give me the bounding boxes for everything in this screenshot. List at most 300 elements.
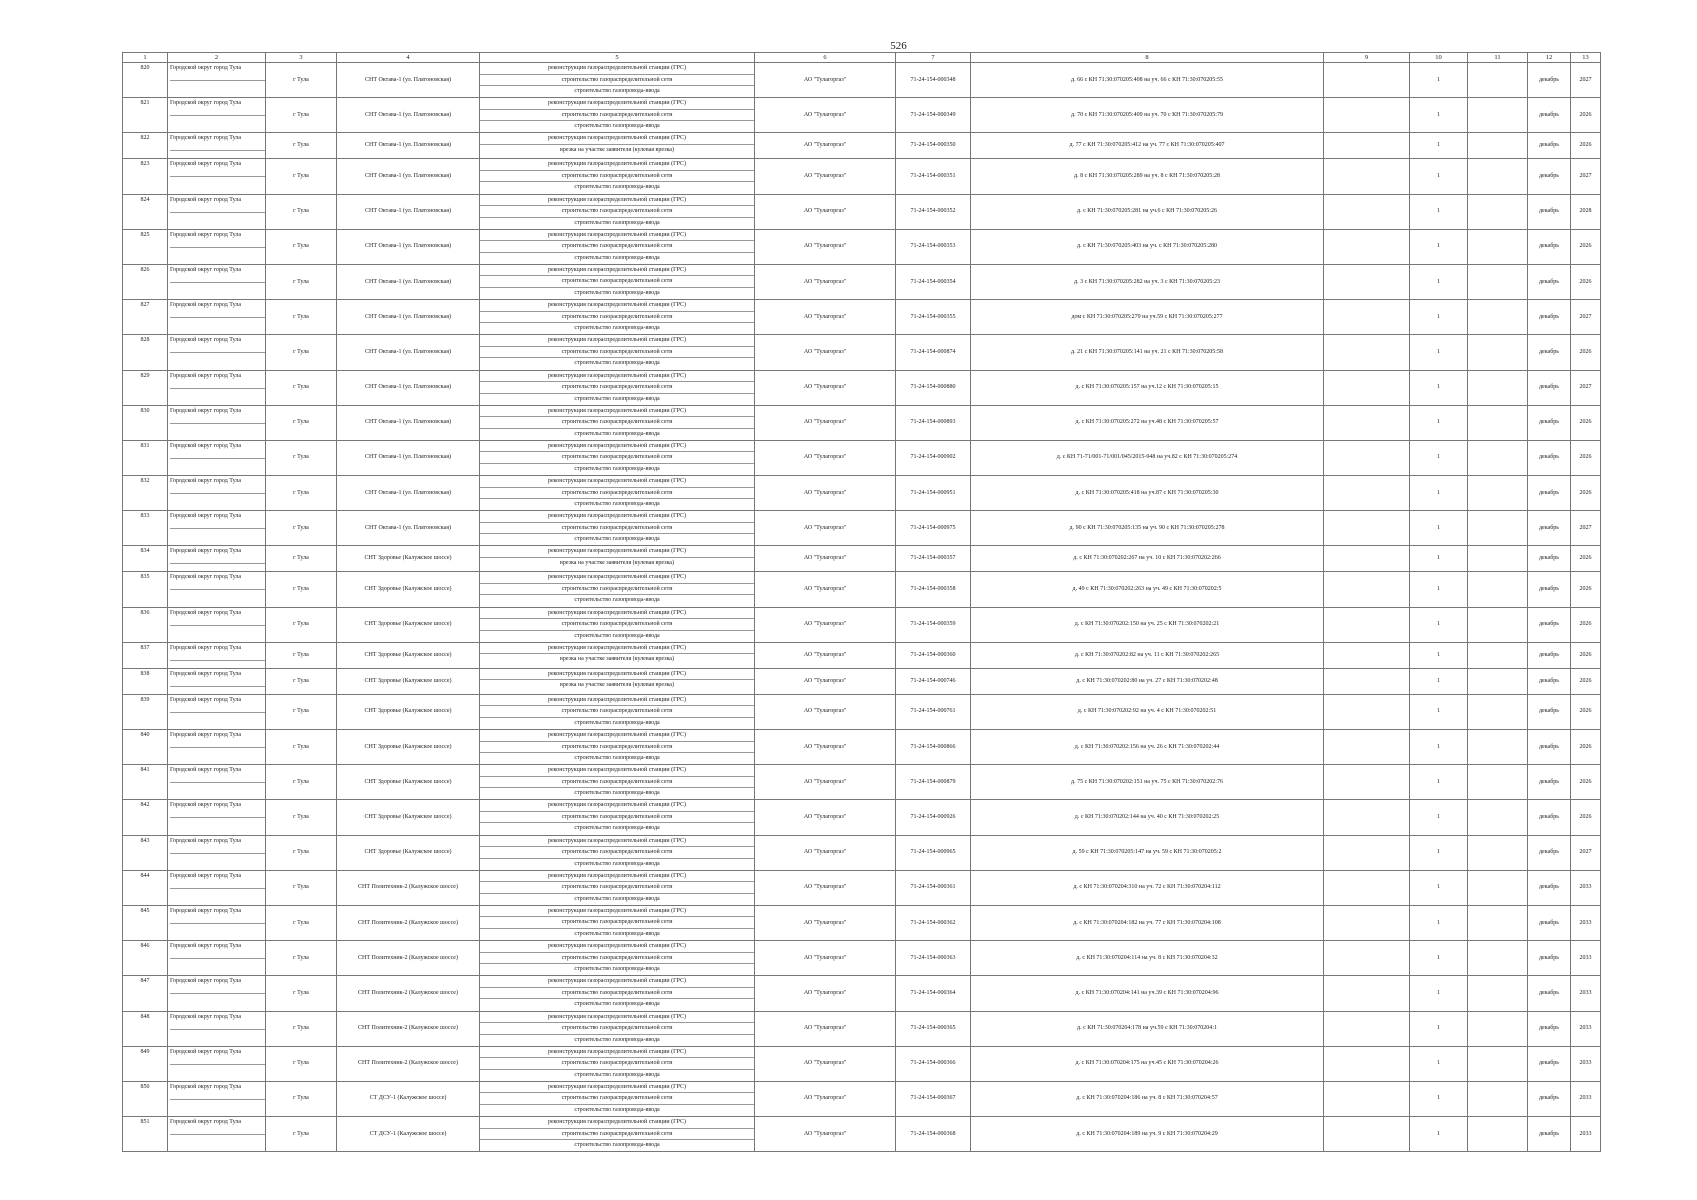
row-number: 831 <box>123 440 168 475</box>
work-item: строительство газопровода-ввода <box>574 88 660 94</box>
count-cell: 1 <box>1410 870 1468 905</box>
work-item: реконструкция газораспределительной станции (ГРС) <box>480 1047 754 1059</box>
table-row <box>123 1081 1601 1116</box>
empty-cell-9 <box>1324 1081 1410 1116</box>
application-code-cell: 71-24-154-000363 <box>896 941 971 976</box>
count-cell: 1 <box>1410 63 1468 98</box>
column-number-header: 13 <box>1571 53 1601 63</box>
count-cell: 1 <box>1410 98 1468 133</box>
works-cell <box>480 800 755 835</box>
empty-cell-11 <box>1468 264 1528 299</box>
year-cell: 2033 <box>1571 905 1601 940</box>
city-cell: г Тула <box>266 194 337 229</box>
municipality-cell <box>168 229 266 264</box>
address-cell: д. с КН 71-71/001-71/001/045/2015-948 на уч.82 с КН 71:30:070205:274 <box>971 440 1324 475</box>
works-cell <box>480 607 755 642</box>
table-row <box>123 572 1601 607</box>
municipality-name: Городской округ город Тула <box>170 406 265 424</box>
count-cell: 1 <box>1410 335 1468 370</box>
empty-cell-11 <box>1468 976 1528 1011</box>
work-item: строительство газопровода-ввода <box>574 254 660 261</box>
municipality-name: Городской округ город Тула <box>170 511 265 529</box>
city-cell: г Тула <box>266 572 337 607</box>
empty-cell-11 <box>1468 572 1528 607</box>
work-item: строительство газораспределительной сети <box>480 953 754 965</box>
empty-cell-9 <box>1324 511 1410 546</box>
month-cell: декабрь <box>1528 133 1571 159</box>
application-code-cell: 71-24-154-000348 <box>896 63 971 98</box>
year-cell: 2026 <box>1571 476 1601 511</box>
table-row <box>123 476 1601 511</box>
organization-cell: АО "Тулагоргаз" <box>755 1117 896 1152</box>
organization-cell: АО "Тулагоргаз" <box>755 941 896 976</box>
empty-cell-11 <box>1468 870 1528 905</box>
work-item: строительство газораспределительной сети <box>480 347 754 359</box>
city-cell: г Тула <box>266 159 337 194</box>
table-row <box>123 765 1601 800</box>
application-code-cell: 71-24-154-000349 <box>896 98 971 133</box>
municipality-cell <box>168 870 266 905</box>
empty-cell-9 <box>1324 572 1410 607</box>
empty-cell-11 <box>1468 440 1528 475</box>
year-cell: 2026 <box>1571 98 1601 133</box>
address-cell: д. с КН 71:30:070202:156 на уч. 26 с КН 71:30:070202:44 <box>971 730 1324 765</box>
row-number: 842 <box>123 800 168 835</box>
city-cell: г Тула <box>266 229 337 264</box>
work-item: строительство газораспределительной сети <box>480 312 754 324</box>
count-cell: 1 <box>1410 765 1468 800</box>
municipality-name: Городской округ город Тула <box>170 159 265 177</box>
empty-cell-11 <box>1468 476 1528 511</box>
application-code-cell: 71-24-154-000351 <box>896 159 971 194</box>
month-cell: декабрь <box>1528 1046 1571 1081</box>
empty-cell-11 <box>1468 730 1528 765</box>
table-row <box>123 976 1601 1011</box>
empty-cell-9 <box>1324 1117 1410 1152</box>
application-code-cell: 71-24-154-000926 <box>896 800 971 835</box>
work-item: строительство газопровода-ввода <box>574 719 660 726</box>
work-item: строительство газораспределительной сети <box>480 382 754 394</box>
application-code-cell: 71-24-154-000965 <box>896 835 971 870</box>
month-cell: декабрь <box>1528 572 1571 607</box>
settlement-cell: СНТ Здоровье (Калужское шоссе) <box>337 800 480 835</box>
table-row <box>123 300 1601 335</box>
row-number: 836 <box>123 607 168 642</box>
address-cell: д. 66 с КН 71:30:070205:408 на уч. 66 с КН 71:30:070205:55 <box>971 63 1324 98</box>
work-item: строительство газораспределительной сети <box>480 1093 754 1105</box>
work-item: строительство газопровода-ввода <box>574 536 660 543</box>
work-item: реконструкция газораспределительной станции (ГРС) <box>480 1012 754 1024</box>
table-row <box>123 941 1601 976</box>
city-cell: г Тула <box>266 264 337 299</box>
table-row <box>123 511 1601 546</box>
year-cell: 2033 <box>1571 1081 1601 1116</box>
work-item: строительство газопровода-ввода <box>574 1106 660 1113</box>
municipality-name: Городской округ город Тула <box>170 976 265 994</box>
settlement-cell: СНТ Октава-1 (ул. Платоновская) <box>337 335 480 370</box>
city-cell: г Тула <box>266 694 337 729</box>
application-code-cell: 71-24-154-000746 <box>896 668 971 694</box>
organization-cell: АО "Тулагоргаз" <box>755 511 896 546</box>
month-cell: декабрь <box>1528 1081 1571 1116</box>
work-item: строительство газопровода-ввода <box>574 465 660 472</box>
organization-cell: АО "Тулагоргаз" <box>755 1011 896 1046</box>
work-item: строительство газопровода-ввода <box>574 1142 660 1149</box>
municipality-name: Городской округ город Тула <box>170 98 265 116</box>
works-cell <box>480 941 755 976</box>
address-cell: д. с КН 71:30:070204:186 на уч. 8 с КН 71:30:070204:57 <box>971 1081 1324 1116</box>
work-item: строительство газораспределительной сети <box>480 206 754 218</box>
city-cell: г Тула <box>266 905 337 940</box>
city-cell: г Тула <box>266 335 337 370</box>
settlement-cell: СНТ Октава-1 (ул. Платоновская) <box>337 159 480 194</box>
application-code-cell: 71-24-154-000367 <box>896 1081 971 1116</box>
work-item: строительство газораспределительной сети <box>480 75 754 87</box>
empty-cell-9 <box>1324 98 1410 133</box>
empty-cell-11 <box>1468 941 1528 976</box>
empty-cell-9 <box>1324 941 1410 976</box>
count-cell: 1 <box>1410 572 1468 607</box>
empty-cell-9 <box>1324 133 1410 159</box>
year-cell: 2026 <box>1571 668 1601 694</box>
table-row <box>123 730 1601 765</box>
month-cell: декабрь <box>1528 668 1571 694</box>
work-item: строительство газопровода-ввода <box>574 966 660 973</box>
works-cell <box>480 335 755 370</box>
settlement-cell: СНТ Октава-1 (ул. Платоновская) <box>337 300 480 335</box>
count-cell: 1 <box>1410 1011 1468 1046</box>
settlement-cell: СНТ Политехник-2 (Калужское шоссе) <box>337 976 480 1011</box>
count-cell: 1 <box>1410 1117 1468 1152</box>
application-code-cell: 71-24-154-000365 <box>896 1011 971 1046</box>
municipality-name: Городской округ город Тула <box>170 335 265 353</box>
works-cell <box>480 730 755 765</box>
row-number: 829 <box>123 370 168 405</box>
application-code-cell: 71-24-154-000879 <box>896 765 971 800</box>
municipality-name: Городской округ город Тула <box>170 871 265 889</box>
empty-cell-9 <box>1324 264 1410 299</box>
empty-cell-11 <box>1468 229 1528 264</box>
count-cell: 1 <box>1410 730 1468 765</box>
row-number: 823 <box>123 159 168 194</box>
municipality-cell <box>168 405 266 440</box>
settlement-cell: СНТ Здоровье (Калужское шоссе) <box>337 835 480 870</box>
work-item: реконструкция газораспределительной станции (ГРС) <box>480 230 754 242</box>
year-cell: 2033 <box>1571 1011 1601 1046</box>
count-cell: 1 <box>1410 511 1468 546</box>
municipality-cell <box>168 941 266 976</box>
work-item: реконструкция газораспределительной станции (ГРС) <box>480 1082 754 1094</box>
organization-cell: АО "Тулагоргаз" <box>755 546 896 572</box>
table-row <box>123 98 1601 133</box>
organization-cell: АО "Тулагоргаз" <box>755 476 896 511</box>
count-cell: 1 <box>1410 229 1468 264</box>
table-row <box>123 905 1601 940</box>
organization-cell: АО "Тулагоргаз" <box>755 1081 896 1116</box>
organization-cell: АО "Тулагоргаз" <box>755 765 896 800</box>
month-cell: декабрь <box>1528 730 1571 765</box>
empty-cell-9 <box>1324 730 1410 765</box>
year-cell: 2027 <box>1571 511 1601 546</box>
empty-cell-9 <box>1324 546 1410 572</box>
empty-cell-11 <box>1468 335 1528 370</box>
municipality-name: Городской округ город Тула <box>170 906 265 924</box>
municipality-cell <box>168 1081 266 1116</box>
organization-cell: АО "Тулагоргаз" <box>755 694 896 729</box>
works-cell <box>480 370 755 405</box>
work-item: строительство газопровода-ввода <box>574 325 660 332</box>
column-number-header: 3 <box>266 53 337 63</box>
row-number: 821 <box>123 98 168 133</box>
empty-cell-9 <box>1324 440 1410 475</box>
table-header <box>123 53 1601 63</box>
count-cell: 1 <box>1410 941 1468 976</box>
application-code-cell: 71-24-154-000366 <box>896 1046 971 1081</box>
municipality-cell <box>168 642 266 668</box>
address-cell: д. с КН 71:30:070204:178 на уч.59 с КН 71:30:070204:1 <box>971 1011 1324 1046</box>
address-cell: д. с КН 71:30:070204:141 на уч.39 с КН 71:30:070204:96 <box>971 976 1324 1011</box>
row-number: 820 <box>123 63 168 98</box>
work-item: строительство газопровода-ввода <box>574 430 660 437</box>
table-row <box>123 370 1601 405</box>
table-row <box>123 870 1601 905</box>
row-number: 825 <box>123 229 168 264</box>
organization-cell: АО "Тулагоргаз" <box>755 370 896 405</box>
application-code-cell: 71-24-154-000761 <box>896 694 971 729</box>
work-item: реконструкция газораспределительной станции (ГРС) <box>480 441 754 453</box>
column-number-header: 11 <box>1468 53 1528 63</box>
work-item: строительство газопровода-ввода <box>574 289 660 296</box>
year-cell: 2026 <box>1571 694 1601 729</box>
count-cell: 1 <box>1410 405 1468 440</box>
address-cell: д. с КН 71:30:070204:182 на уч. 77 с КН 71:30:070204:108 <box>971 905 1324 940</box>
works-cell <box>480 694 755 729</box>
application-code-cell: 71-24-154-000358 <box>896 572 971 607</box>
municipality-name: Городской округ город Тула <box>170 195 265 213</box>
organization-cell: АО "Тулагоргаз" <box>755 976 896 1011</box>
empty-cell-9 <box>1324 335 1410 370</box>
work-item: строительство газораспределительной сети <box>480 917 754 929</box>
municipality-cell <box>168 546 266 572</box>
address-cell: д. с КН 71:30:070205:281 на уч.6 с КН 71:30:070205:26 <box>971 194 1324 229</box>
month-cell: декабрь <box>1528 98 1571 133</box>
year-cell: 2026 <box>1571 800 1601 835</box>
month-cell: декабрь <box>1528 476 1571 511</box>
settlement-cell: СНТ Октава-1 (ул. Платоновская) <box>337 133 480 159</box>
work-item: строительство газораспределительной сети <box>480 241 754 253</box>
work-item: строительство газораспределительной сети <box>480 619 754 631</box>
application-code-cell: 71-24-154-000354 <box>896 264 971 299</box>
works-cell <box>480 1011 755 1046</box>
empty-cell-11 <box>1468 694 1528 729</box>
row-number: 847 <box>123 976 168 1011</box>
municipality-name: Городской округ город Тула <box>170 476 265 494</box>
municipality-cell <box>168 835 266 870</box>
municipality-name: Городской округ город Тула <box>170 765 265 783</box>
work-item: строительство газораспределительной сети <box>480 1058 754 1070</box>
empty-cell-9 <box>1324 370 1410 405</box>
work-item: строительство газораспределительной сети <box>480 882 754 894</box>
organization-cell: АО "Тулагоргаз" <box>755 194 896 229</box>
work-item: реконструкция газораспределительной станции (ГРС) <box>480 159 754 171</box>
works-cell <box>480 976 755 1011</box>
count-cell: 1 <box>1410 976 1468 1011</box>
settlement-cell: СНТ Октава-1 (ул. Платоновская) <box>337 405 480 440</box>
municipality-name: Городской округ город Тула <box>170 371 265 389</box>
empty-cell-9 <box>1324 800 1410 835</box>
settlement-cell: СНТ Политехник-2 (Калужское шоссе) <box>337 1011 480 1046</box>
gasification-table <box>122 52 1601 1152</box>
count-cell: 1 <box>1410 370 1468 405</box>
month-cell: декабрь <box>1528 642 1571 668</box>
month-cell: декабрь <box>1528 194 1571 229</box>
work-item: строительство газораспределительной сети <box>480 742 754 754</box>
settlement-cell: СНТ Октава-1 (ул. Платоновская) <box>337 440 480 475</box>
works-cell <box>480 642 755 668</box>
organization-cell: АО "Тулагоргаз" <box>755 335 896 370</box>
count-cell: 1 <box>1410 1046 1468 1081</box>
application-code-cell: 71-24-154-000951 <box>896 476 971 511</box>
year-cell: 2026 <box>1571 133 1601 159</box>
count-cell: 1 <box>1410 440 1468 475</box>
work-item: строительство газопровода-ввода <box>574 632 660 639</box>
address-cell: д. с КН 71:30:070202:80 на уч. 27 с КН 71:30:070202:48 <box>971 668 1324 694</box>
empty-cell-9 <box>1324 668 1410 694</box>
works-cell <box>480 229 755 264</box>
year-cell: 2033 <box>1571 870 1601 905</box>
city-cell: г Тула <box>266 1011 337 1046</box>
empty-cell-11 <box>1468 1011 1528 1046</box>
table-row <box>123 1117 1601 1152</box>
year-cell: 2027 <box>1571 159 1601 194</box>
municipality-name: Городской округ город Тула <box>170 1047 265 1065</box>
municipality-cell <box>168 694 266 729</box>
settlement-cell: СНТ Октава-1 (ул. Платоновская) <box>337 476 480 511</box>
work-item: строительство газораспределительной сети <box>480 777 754 789</box>
empty-cell-11 <box>1468 1081 1528 1116</box>
row-number: 850 <box>123 1081 168 1116</box>
application-code-cell: 71-24-154-000893 <box>896 405 971 440</box>
table-row <box>123 335 1601 370</box>
empty-cell-11 <box>1468 194 1528 229</box>
application-code-cell: 71-24-154-000364 <box>896 976 971 1011</box>
work-item: реконструкция газораспределительной станции (ГРС) <box>480 643 754 655</box>
organization-cell: АО "Тулагоргаз" <box>755 870 896 905</box>
work-item: реконструкция газораспределительной станции (ГРС) <box>480 730 754 742</box>
city-cell: г Тула <box>266 976 337 1011</box>
row-number: 824 <box>123 194 168 229</box>
column-number-header: 5 <box>480 53 755 63</box>
application-code-cell: 71-24-154-000362 <box>896 905 971 940</box>
row-number: 838 <box>123 668 168 694</box>
city-cell: г Тула <box>266 870 337 905</box>
municipality-cell <box>168 159 266 194</box>
row-number: 839 <box>123 694 168 729</box>
city-cell: г Тула <box>266 941 337 976</box>
works-cell <box>480 546 755 572</box>
empty-cell-11 <box>1468 511 1528 546</box>
work-item: строительство газораспределительной сети <box>480 452 754 464</box>
year-cell: 2027 <box>1571 63 1601 98</box>
month-cell: декабрь <box>1528 607 1571 642</box>
settlement-cell: СТ ДСУ-1 (Калужское шоссе) <box>337 1081 480 1116</box>
works-cell <box>480 572 755 607</box>
settlement-cell: СНТ Здоровье (Калужское шоссе) <box>337 668 480 694</box>
year-cell: 2026 <box>1571 642 1601 668</box>
empty-cell-9 <box>1324 607 1410 642</box>
empty-cell-11 <box>1468 765 1528 800</box>
city-cell: г Тула <box>266 835 337 870</box>
year-cell: 2026 <box>1571 405 1601 440</box>
municipality-cell <box>168 607 266 642</box>
municipality-cell <box>168 300 266 335</box>
application-code-cell: 71-24-154-000361 <box>896 870 971 905</box>
work-item: строительство газопровода-ввода <box>574 501 660 508</box>
works-cell <box>480 1046 755 1081</box>
work-item: реконструкция газораспределительной станции (ГРС) <box>480 695 754 707</box>
work-item: реконструкция газораспределительной станции (ГРС) <box>480 765 754 777</box>
table-row <box>123 133 1601 159</box>
year-cell: 2026 <box>1571 335 1601 370</box>
row-number: 843 <box>123 835 168 870</box>
municipality-cell <box>168 98 266 133</box>
empty-cell-11 <box>1468 405 1528 440</box>
row-number: 851 <box>123 1117 168 1152</box>
municipality-name: Городской округ город Тула <box>170 1082 265 1100</box>
municipality-cell <box>168 976 266 1011</box>
city-cell: г Тула <box>266 607 337 642</box>
year-cell: 2026 <box>1571 229 1601 264</box>
empty-cell-11 <box>1468 63 1528 98</box>
city-cell: г Тула <box>266 1081 337 1116</box>
address-cell: д. 59 с КН 71:30:070205:147 на уч. 59 с КН 71:30:070205:2 <box>971 835 1324 870</box>
month-cell: декабрь <box>1528 1117 1571 1152</box>
application-code-cell: 71-24-154-000352 <box>896 194 971 229</box>
count-cell: 1 <box>1410 264 1468 299</box>
month-cell: декабрь <box>1528 835 1571 870</box>
works-cell <box>480 476 755 511</box>
city-cell: г Тула <box>266 642 337 668</box>
count-cell: 1 <box>1410 546 1468 572</box>
column-number-row <box>123 53 1601 63</box>
works-cell <box>480 440 755 475</box>
count-cell: 1 <box>1410 476 1468 511</box>
city-cell: г Тула <box>266 63 337 98</box>
settlement-cell: СНТ Здоровье (Калужское шоссе) <box>337 642 480 668</box>
municipality-name: Городской округ город Тула <box>170 300 265 318</box>
row-number: 832 <box>123 476 168 511</box>
municipality-cell <box>168 194 266 229</box>
works-cell <box>480 159 755 194</box>
organization-cell: АО "Тулагоргаз" <box>755 730 896 765</box>
settlement-cell: СНТ Октава-1 (ул. Платоновская) <box>337 229 480 264</box>
municipality-cell <box>168 730 266 765</box>
work-item: строительство газопровода-ввода <box>574 123 660 130</box>
count-cell: 1 <box>1410 835 1468 870</box>
works-cell <box>480 1117 755 1152</box>
row-number: 849 <box>123 1046 168 1081</box>
address-cell: д. с КН 71:30:070204:310 на уч. 72 с КН 71:30:070204:112 <box>971 870 1324 905</box>
year-cell: 2026 <box>1571 546 1601 572</box>
work-item: строительство газораспределительной сети <box>480 488 754 500</box>
work-item: строительство газораспределительной сети <box>480 706 754 718</box>
month-cell: декабрь <box>1528 405 1571 440</box>
city-cell: г Тула <box>266 511 337 546</box>
address-cell: д. 70 с КН 71:30:070205:409 на уч. 70 с КН 71:30:070205:79 <box>971 98 1324 133</box>
month-cell: декабрь <box>1528 335 1571 370</box>
empty-cell-9 <box>1324 1011 1410 1046</box>
municipality-name: Городской округ город Тула <box>170 546 265 564</box>
